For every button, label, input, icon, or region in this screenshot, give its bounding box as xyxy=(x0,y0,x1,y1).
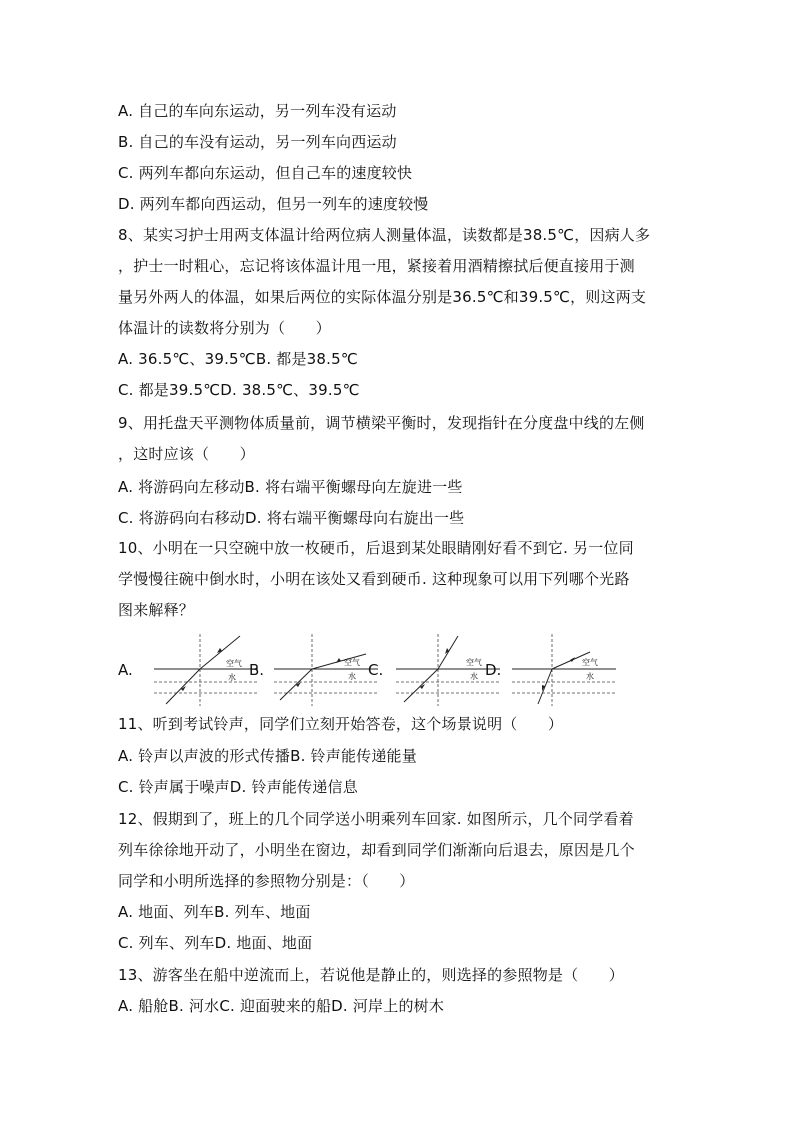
figure-a-letter: A. xyxy=(118,661,133,679)
q12-options-cd: C. 列车、列车D. 地面、地面 xyxy=(118,934,313,952)
q7-option-b: B. 自己的车没有运动，另一列车向西运动 xyxy=(118,133,397,151)
refraction-diagram-d xyxy=(508,632,620,708)
water-label: 水 xyxy=(470,672,478,681)
figure-d-letter: D. xyxy=(485,661,502,679)
figure-c-letter: C. xyxy=(368,661,384,679)
q12-stem-line-1: 12、假期到了，班上的几个同学送小明乘列车回家. 如图所示，几个同学看着 xyxy=(118,810,634,828)
water-label: 水 xyxy=(228,673,236,682)
q10-figure-options xyxy=(118,632,678,708)
q12-stem-line-3: 同学和小明所选择的参照物分别是：（ ） xyxy=(118,872,415,890)
q7-option-a: A. 自己的车向东运动，另一列车没有运动 xyxy=(118,102,397,120)
q9-options-ab: A. 将游码向左移动B. 将右端平衡螺母向左旋进一些 xyxy=(118,478,463,496)
q7-option-d: D. 两列车都向西运动，但另一列车的速度较慢 xyxy=(118,195,429,213)
figure-b-letter: B. xyxy=(249,661,265,679)
q8-stem-line-3: 量另外两人的体温，如果后两位的实际体温分别是36.5℃和39.5℃，则这两支 xyxy=(118,288,647,306)
q9-stem-line-1: 9、用托盘天平测物体质量前，调节横梁平衡时，发现指针在分度盘中线的左侧 xyxy=(118,414,645,432)
q11-options-ab: A. 铃声以声波的形式传播B. 铃声能传递能量 xyxy=(118,747,417,765)
q12-options-ab: A. 地面、列车B. 列车、地面 xyxy=(118,903,311,921)
q10-stem-line-3: 图来解释？ xyxy=(118,601,195,619)
q8-stem-line-1: 8、某实习护士用两支体温计给两位病人测量体温，读数都是38.5℃，因病人多 xyxy=(118,226,651,244)
q13-options: A. 船舱B. 河水C. 迎面驶来的船D. 河岸上的树木 xyxy=(118,997,445,1015)
refraction-diagram-a xyxy=(150,632,265,708)
q9-options-cd: C. 将游码向右移动D. 将右端平衡螺母向右旋出一些 xyxy=(118,509,465,527)
q8-options-ab: A. 36.5℃、39.5℃B. 都是38.5℃ xyxy=(118,350,358,368)
water-label: 水 xyxy=(586,672,594,681)
q11-stem: 11、听到考试铃声，同学们立刻开始答卷，这个场景说明（ ） xyxy=(118,715,564,733)
q12-stem-line-2: 列车徐徐地开动了，小明坐在窗边，却看到同学们渐渐向后退去，原因是几个 xyxy=(118,841,635,859)
air-label: 空气 xyxy=(582,658,598,667)
air-label: 空气 xyxy=(226,659,242,668)
q8-options-cd: C. 都是39.5℃D. 38.5℃、39.5℃ xyxy=(118,381,360,399)
q8-stem-line-4: 体温计的读数将分别为（ ） xyxy=(118,319,331,337)
air-label: 空气 xyxy=(466,658,482,667)
water-label: 水 xyxy=(348,672,356,681)
q11-options-cd: C. 铃声属于噪声D. 铃声能传递信息 xyxy=(118,778,358,796)
q13-stem: 13、游客坐在船中逆流而上，若说他是静止的，则选择的参照物是（ ） xyxy=(118,966,624,984)
q10-stem-line-2: 学慢慢往碗中倒水时，小明在该处又看到硬币. 这种现象可以用下列哪个光路 xyxy=(118,570,630,588)
q9-stem-line-2: ，这时应该（ ） xyxy=(118,445,255,463)
q7-option-c: C. 两列车都向东运动，但自己车的速度较快 xyxy=(118,164,413,182)
q10-stem-line-1: 10、小明在一只空碗中放一枚硬币，后退到某处眼睛刚好看不到它. 另一位同 xyxy=(118,539,634,557)
refraction-diagram-b xyxy=(270,632,382,708)
air-label: 空气 xyxy=(344,658,360,667)
q8-stem-line-2: ，护士一时粗心，忘记将该体温计甩一甩，紧接着用酒精擦拭后便直接用于测 xyxy=(118,257,635,275)
